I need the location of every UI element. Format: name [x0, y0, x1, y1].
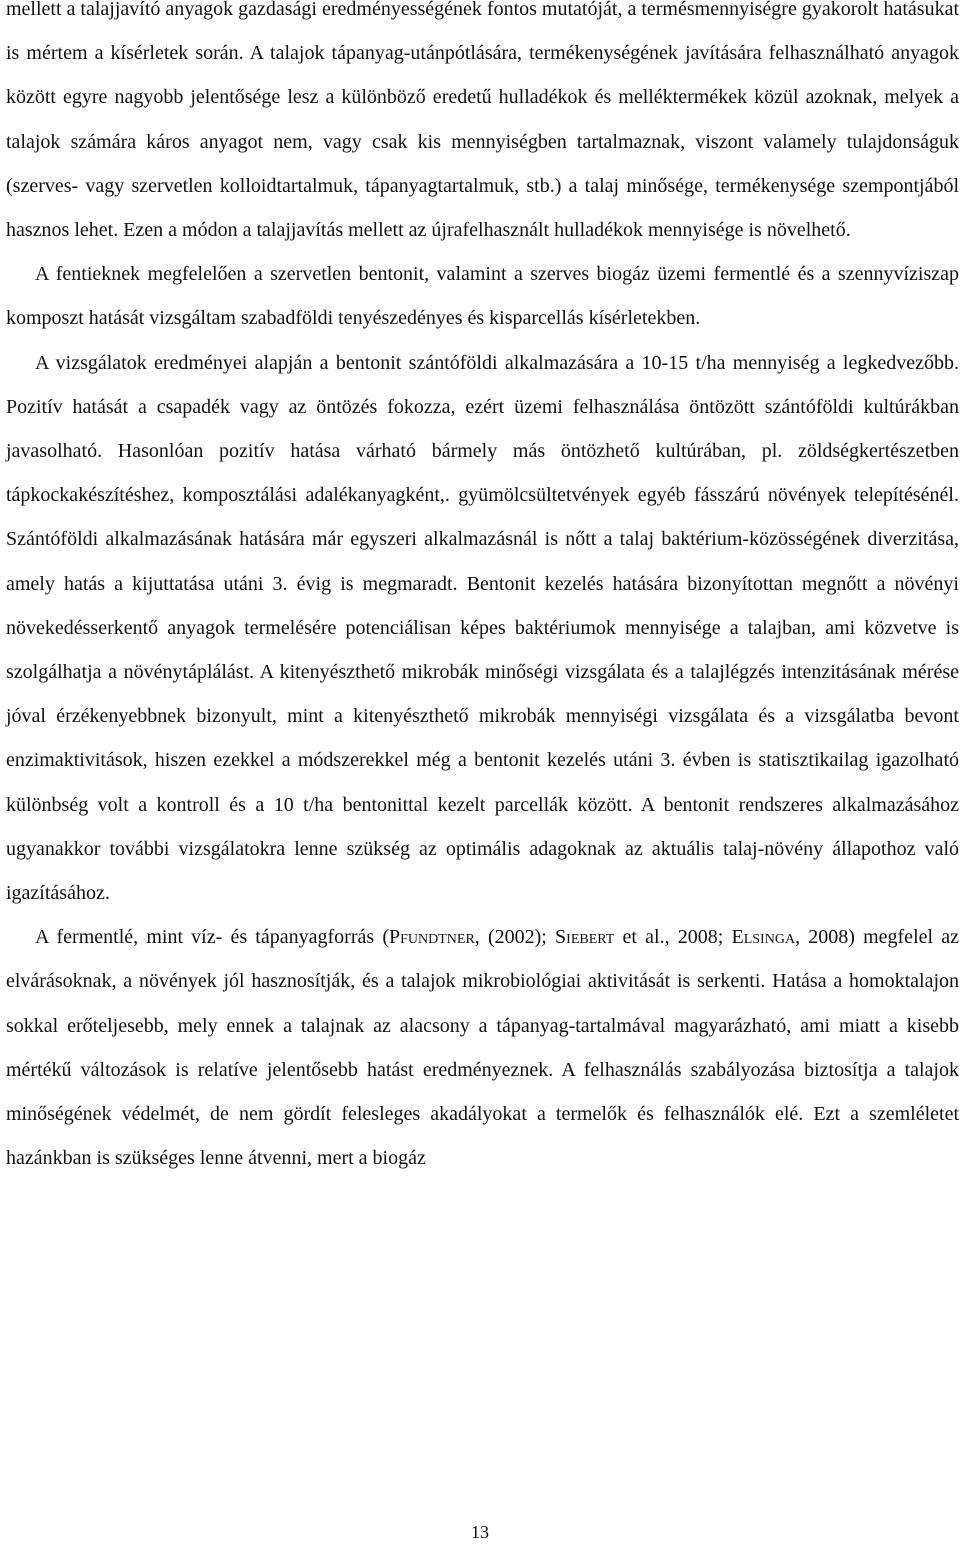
- paragraph-fermentle-text-3: et al., 2008;: [614, 926, 732, 949]
- page-number: 13: [471, 1522, 489, 1542]
- paragraph-fermentle-text-2: , (2002);: [474, 926, 556, 949]
- paragraph-fermentle-text-4: , 2008) megfelel az elvárásoknak, a növények jól hasznosítják, és a talajok mikrobiológiai aktivitását is serkenti. Hatása a homoktalajon sokkal erőteljesebb, mely ennek a talajnak az alacsony a tápanyag-tartalmával magyarázható, ami miatt a kisebb mértékű változások is relatíve jelentősebb hatást eredményeznek. A felhasználás szabályozása biztosítja a talajok minőségének védelmét, de nem gördít felesleges akadályokat a termelők és felhasználók elé. Ezt a szemléletet hazánkban is szükséges lenne átvenni, mert a biogáz: [6, 926, 959, 1170]
- citation-author-siebert: Siebert: [555, 926, 615, 949]
- paragraph-methods: A fentieknek megfelelően a szervetlen bentonit, valamint a szerves biogáz üzemi fermentlé és a szennyvíziszap komposzt hatását vizsgáltam szabadföldi tenyészedényes és kisparcellás kísérletekben.: [6, 263, 959, 330]
- document-page: [6, 0, 959, 1180]
- paragraph-intro: mellett a talajjavító anyagok gazdasági eredményességének fontos mutatóját, a termésmennyiségre gyakorolt hatásukat is mértem a kísérletek során. A talajok tápanyag-utánpótlására, termékenységének javítására felhasználható anyagok között egyre nagyobb jelentősége lesz a különböző eredetű hulladékok és melléktermékek közül azoknak, melyek a talajok számára káros anyagot nem, vagy csak kis mennyiségben tartalmaznak, viszont valamely tulajdonságuk (szerves- vagy szervetlen kolloidtartalmuk, tápanyagtartalmuk, stb.) a talaj minősége, termékenysége szempontjából hasznos lehet. Ezen a módon a talajjavítás mellett az újrafelhasznált hulladékok mennyisége is növelhető.: [6, 0, 959, 242]
- paragraph-fermentle: [6, 915, 959, 1180]
- citation-author-elsinga: Elsinga: [731, 926, 796, 949]
- paragraph-bentonite-results: A vizsgálatok eredményei alapján a bentonit szántóföldi alkalmazására a 10-15 t/ha mennyiség a legkedvezőbb. Pozitív hatását a csapadék vagy az öntözés fokozza, ezért üzemi felhasználása öntözött szántóföldi kultúrákban javasolható. Hasonlóan pozitív hatása várható bármely más öntözhető kultúrában, pl. zöldségkertészetben tápkockakészítéshez, komposztálási adalékanyagként,. gyümölcsültetvények egyéb fásszárú növények telepítésénél. Szántóföldi alkalmazásának hatására már egyszeri alkalmazásnál is nőtt a talaj baktérium-közösségének diverzitása, amely hatás a kijuttatása utáni 3. évig is megmaradt. Bentonit kezelés hatására bizonyítottan megnőtt a növényi növekedésserkentő anyagok termelésére potenciálisan képes baktériumok mennyisége a talajban, ami közvetve is szolgálhatja a növénytáplálást. A kitenyészthető mikrobák minőségi vizsgálata és a talajlégzés intenzitásának mérése jóval érzékenyebbnek bizonyult, mint a kitenyészthető mikrobák mennyiségi vizsgálata és a vizsgálatba bevont enzimaktivitások, hiszen ezekkel a módszerekkel még a bentonit kezelés utáni 3. évben is statisztikailag igazolható különbség volt a kontroll és a 10 t/ha bentonittal kezelt parcellák között. A bentonit rendszeres alkalmazásához ugyanakkor további vizsgálatokra lenne szükség az optimális adagoknak az aktuális talaj-növény állapothoz való igazításához.: [6, 351, 959, 905]
- citation-author-pfundtner: Pfundtner: [389, 926, 475, 949]
- paragraph-fermentle-text-1: A fermentlé, mint víz- és tápanyagforrás (: [35, 926, 389, 949]
